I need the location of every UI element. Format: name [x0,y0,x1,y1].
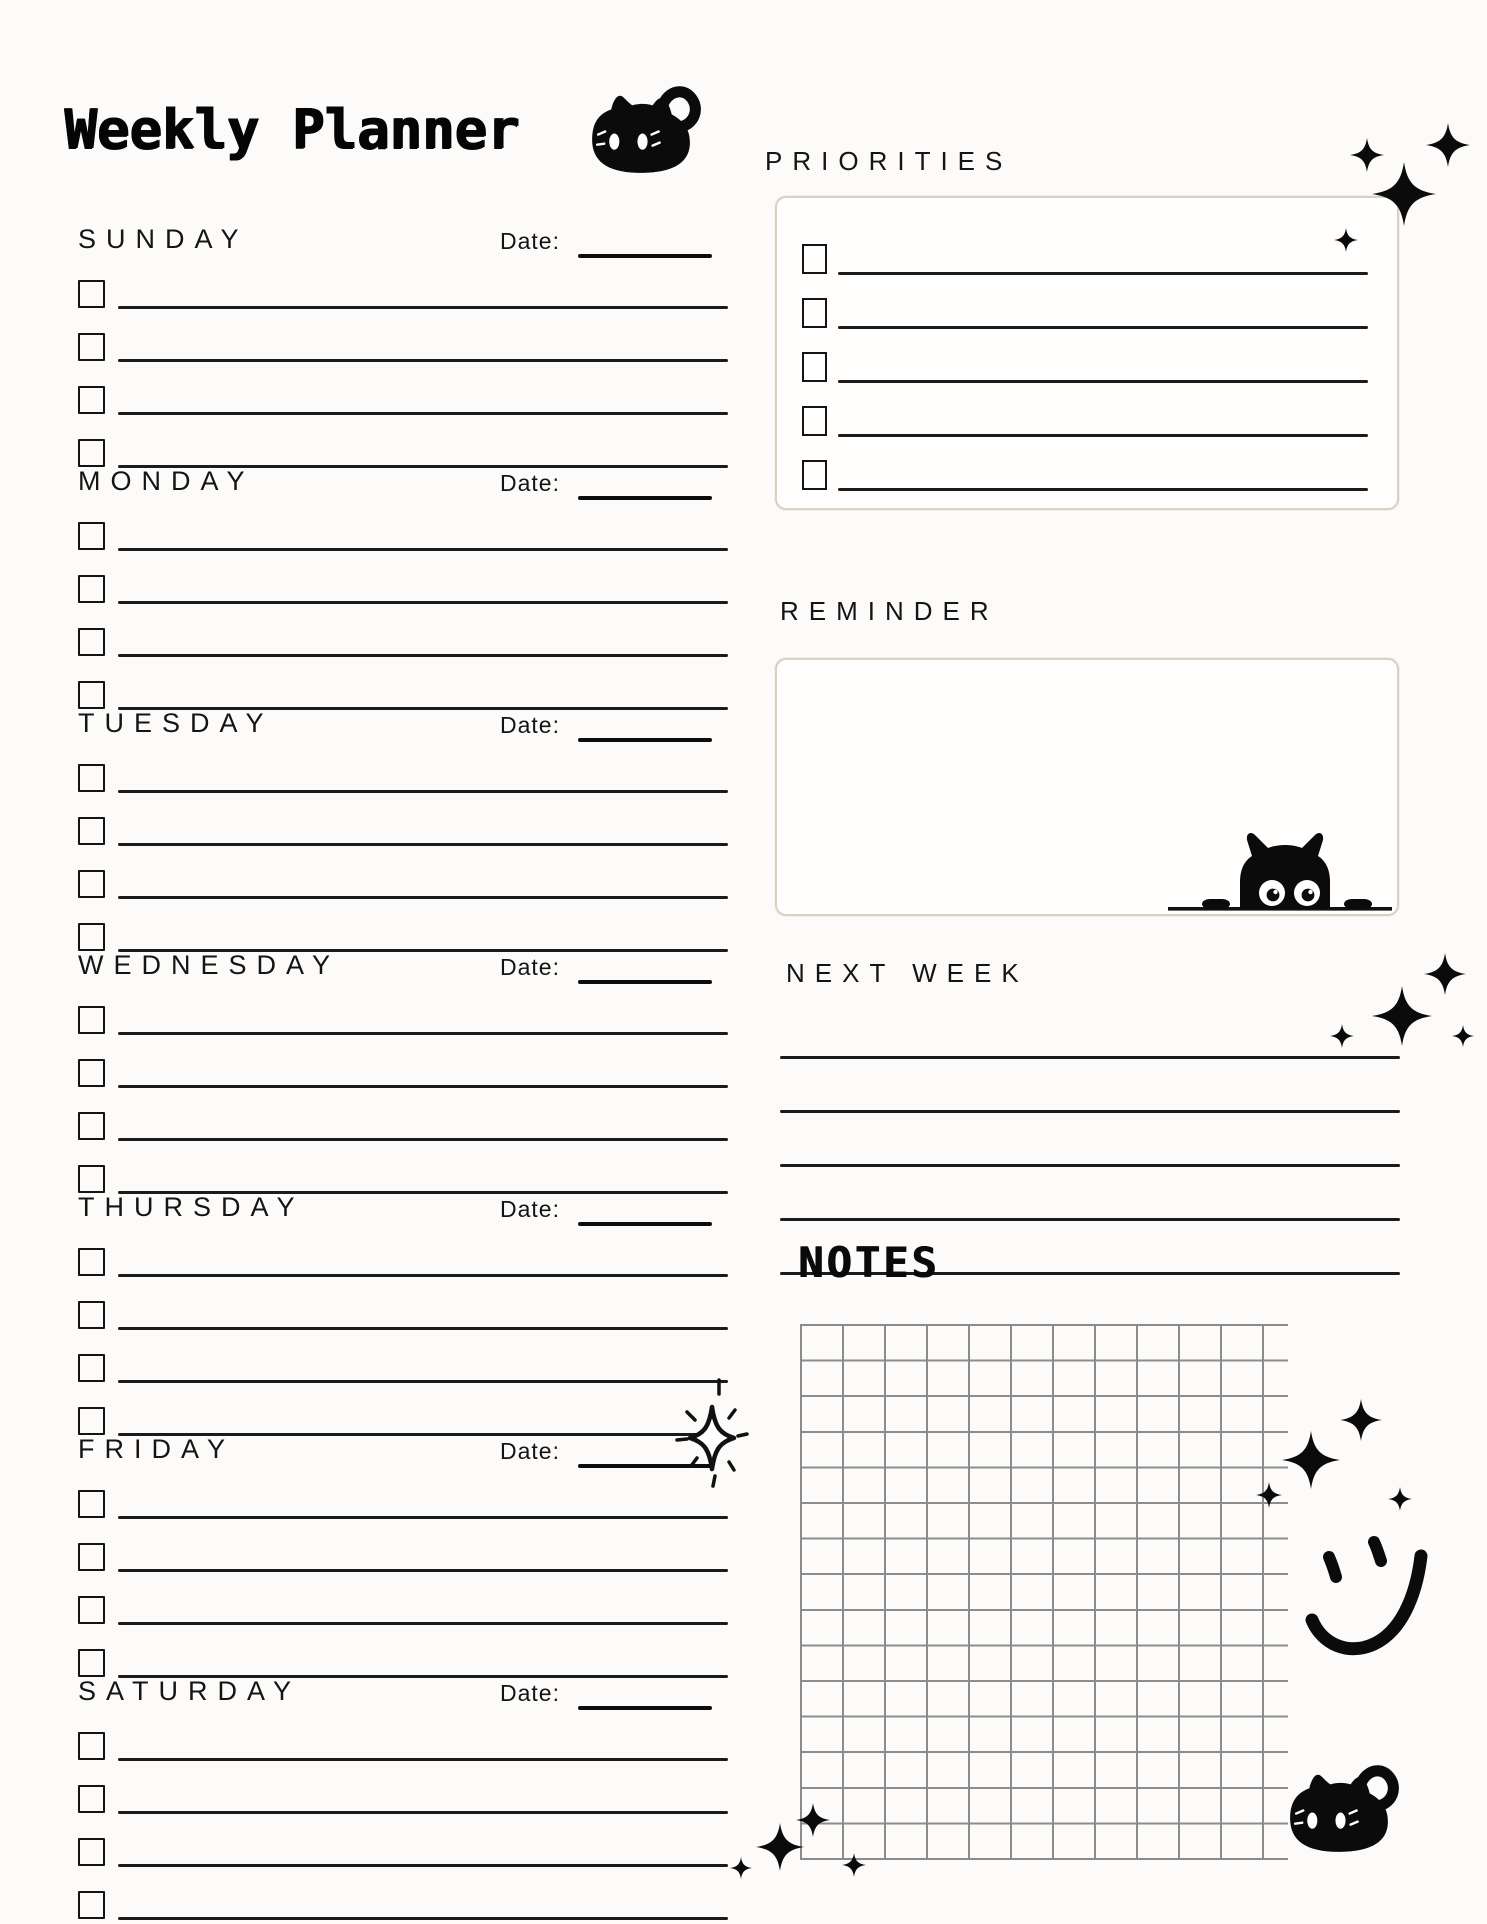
task-write-line[interactable] [118,1569,728,1572]
task-write-line[interactable] [118,896,728,899]
date-write-line[interactable] [578,254,712,258]
task-checkbox[interactable] [78,681,105,709]
task-checkbox[interactable] [78,1649,105,1677]
task-checkbox[interactable] [78,764,105,792]
task-write-line[interactable] [118,1274,728,1277]
sparkle-icon [1282,1416,1340,1504]
priority-checkbox[interactable] [802,244,827,274]
black-cat-icon [578,72,704,180]
task-write-line[interactable] [118,359,728,362]
task-write-line[interactable] [118,306,728,309]
sparkle-icon [1388,1482,1412,1516]
peeking-cat-icon [1168,830,1396,914]
sparkle-icon [796,1791,830,1849]
day-heading: TUESDAY [78,708,274,738]
task-checkbox[interactable] [78,1059,105,1087]
date-label: Date: [500,228,560,254]
day-heading: WEDNESDAY [78,950,341,980]
task-write-line[interactable] [118,1811,728,1814]
priority-checkbox[interactable] [802,298,827,328]
task-checkbox[interactable] [78,575,105,603]
date-label: Date: [500,712,560,738]
task-checkbox[interactable] [78,923,105,951]
sparkle-icon [1372,972,1432,1060]
task-write-line[interactable] [118,1758,728,1761]
day-section-tuesday [78,708,728,950]
day-heading: SUNDAY [78,224,249,254]
task-checkbox[interactable] [78,522,105,550]
task-checkbox[interactable] [78,1732,105,1760]
task-write-line[interactable] [118,1622,728,1625]
task-write-line[interactable] [118,1327,728,1330]
priority-write-line[interactable] [838,380,1368,383]
task-checkbox[interactable] [78,1301,105,1329]
task-write-line[interactable] [118,843,728,846]
next-week-write-line[interactable] [780,1218,1400,1221]
black-cat-icon [1276,1750,1402,1860]
sparkle-icon [1330,1018,1354,1054]
notes-grid[interactable] [800,1324,1264,1860]
priority-checkbox[interactable] [802,460,827,490]
outlined-sparkle-icon [672,1376,752,1488]
task-write-line[interactable] [118,1380,728,1383]
priority-write-line[interactable] [838,272,1368,275]
task-checkbox[interactable] [78,1490,105,1518]
date-label: Date: [500,954,560,980]
task-checkbox[interactable] [78,386,105,414]
date-label: Date: [500,470,560,496]
day-section-monday [78,466,728,708]
task-write-line[interactable] [118,1032,728,1035]
day-section-saturday [78,1676,728,1918]
task-write-line[interactable] [118,412,728,415]
task-checkbox[interactable] [78,1407,105,1435]
day-heading: FRIDAY [78,1434,236,1464]
sparkle-icon [730,1848,752,1888]
task-write-line[interactable] [118,1917,728,1920]
sparkle-icon [1340,1390,1382,1450]
task-checkbox[interactable] [78,1165,105,1193]
task-checkbox[interactable] [78,817,105,845]
sparkle-icon [1424,946,1466,1002]
priority-write-line[interactable] [838,326,1368,329]
date-label: Date: [500,1680,560,1706]
priority-checkbox[interactable] [802,352,827,382]
date-write-line[interactable] [578,1222,712,1226]
task-checkbox[interactable] [78,1112,105,1140]
task-write-line[interactable] [118,654,728,657]
task-write-line[interactable] [118,548,728,551]
task-checkbox[interactable] [78,1891,105,1919]
task-checkbox[interactable] [78,1596,105,1624]
next-week-write-line[interactable] [780,1056,1400,1059]
day-section-friday [78,1434,728,1676]
reminder-heading: REMINDER [780,596,999,626]
task-write-line[interactable] [118,1864,728,1867]
day-heading: MONDAY [78,466,255,496]
day-section-wednesday [78,950,728,1192]
task-checkbox[interactable] [78,628,105,656]
task-write-line[interactable] [118,601,728,604]
sparkle-icon [1334,222,1358,258]
smiley-face-icon [1300,1528,1440,1663]
day-section-sunday [78,224,728,466]
date-label: Date: [500,1196,560,1222]
task-checkbox[interactable] [78,1838,105,1866]
date-write-line[interactable] [578,1706,712,1710]
task-checkbox[interactable] [78,333,105,361]
task-write-line[interactable] [118,1085,728,1088]
next-week-write-line[interactable] [780,1164,1400,1167]
next-week-write-line[interactable] [780,1110,1400,1113]
date-write-line[interactable] [578,738,712,742]
day-heading: SATURDAY [78,1676,302,1706]
task-checkbox[interactable] [78,1785,105,1813]
task-write-line[interactable] [118,1138,728,1141]
priorities-heading: PRIORITIES [765,146,1013,176]
priority-checkbox[interactable] [802,406,827,436]
task-checkbox[interactable] [78,1248,105,1276]
priority-write-line[interactable] [838,488,1368,491]
task-checkbox[interactable] [78,870,105,898]
date-write-line[interactable] [578,496,712,500]
task-write-line[interactable] [118,790,728,793]
day-heading: THURSDAY [78,1192,305,1222]
sparkle-icon [1256,1474,1282,1516]
task-checkbox[interactable] [78,1543,105,1571]
priorities-box [775,196,1399,510]
task-checkbox[interactable] [78,1006,105,1034]
sparkle-icon [842,1848,866,1882]
date-write-line[interactable] [578,980,712,984]
sparkle-icon [1452,1020,1474,1052]
task-checkbox[interactable] [78,1354,105,1382]
task-checkbox[interactable] [78,280,105,308]
date-label: Date: [500,1438,560,1464]
page-title: Weekly Planner [64,98,520,161]
task-write-line[interactable] [118,1516,728,1519]
task-checkbox[interactable] [78,439,105,467]
day-section-thursday [78,1192,728,1434]
priority-write-line[interactable] [838,434,1368,437]
notes-heading: NOTES [798,1238,940,1287]
next-week-heading: NEXT WEEK [786,958,1029,988]
sparkle-icon [1426,116,1470,174]
